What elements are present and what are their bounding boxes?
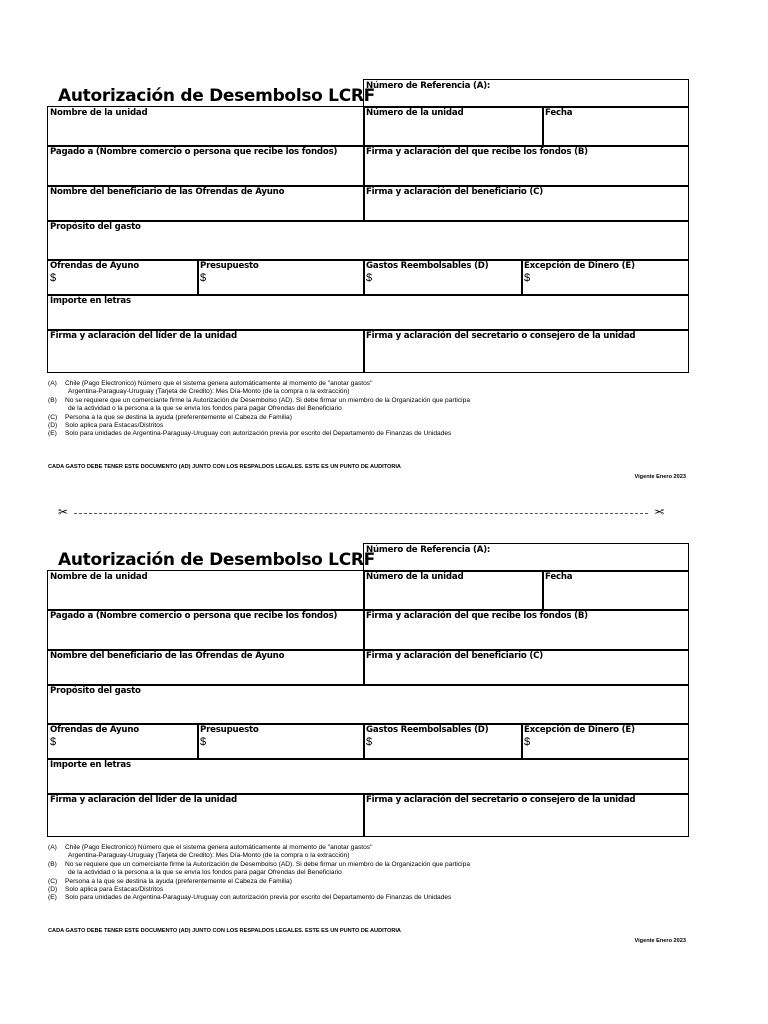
note-continuation: Argentina-Paraguay-Uruguay (Tarjeta de Credito): Mes Día-Monto (de la compra o la extracción) — [68, 852, 350, 860]
beneficiary-name-field[interactable] — [47, 649, 365, 686]
paid-to-label: Pagado a (Nombre comercio o persona que recibe los fondos) — [50, 147, 338, 157]
cash-exception-label: Excepción de Dinero (E) — [524, 261, 635, 271]
note-key: (C) — [48, 877, 58, 885]
leader-signature-field[interactable] — [47, 793, 365, 837]
note-text: Persona a la que se destina la ayuda (preferentemente el Cabeza de Familia) — [65, 877, 292, 885]
dollar-sign: $ — [50, 736, 57, 748]
fast-offerings-label: Ofrendas de Ayuno — [50, 261, 139, 271]
reimbursable-expenses-field[interactable] — [363, 723, 523, 760]
dollar-sign: $ — [524, 272, 531, 284]
note-key: (A) — [48, 380, 57, 387]
beneficiary-signature-label: Firma y aclaración del beneficiario (C) — [366, 651, 543, 661]
beneficiary-signature-label: Firma y aclaración del beneficiario (C) — [366, 187, 543, 197]
dollar-sign: $ — [50, 272, 57, 284]
budget-field[interactable] — [197, 259, 365, 296]
unit-number-field[interactable] — [363, 106, 544, 147]
cash-exception-field[interactable] — [521, 723, 689, 760]
note-continuation: de la actividad o la persona a la que se envía los fondos para pagar Ofrendas del Beneficiario — [68, 405, 342, 413]
reimbursable-expenses-label: Gastos Reembolsables (D) — [366, 261, 489, 271]
reimbursable-expenses-label: Gastos Reembolsables (D) — [366, 725, 489, 735]
unit-name-label: Nombre de la unidad — [50, 572, 148, 582]
note-text: Chile (Pago Electronico) Número que el sistema genera automáticamente al momento de "anotar gastos" — [65, 844, 373, 851]
recipient-signature-label: Firma y aclaración del que recibe los fondos (B) — [366, 611, 588, 621]
leader-signature-label: Firma y aclaración del líder de la unidad — [50, 795, 237, 805]
note-text: No se requiere que un comerciante firme la Autorización de Desembolso (AD). Si debe firmar un miembro de la Organización que participa — [65, 860, 470, 868]
effective-date: Vigente Enero 2023 — [634, 938, 686, 944]
dollar-sign: $ — [366, 736, 373, 748]
unit-number-label: Número de la unidad — [366, 572, 464, 582]
cash-exception-label: Excepción de Dinero (E) — [524, 725, 635, 735]
paid-to-field[interactable] — [47, 145, 365, 187]
note-key: (B) — [48, 860, 57, 868]
amount-in-words-field[interactable] — [47, 294, 689, 331]
footnotes — [48, 844, 470, 903]
cash-exception-field[interactable] — [521, 259, 689, 296]
audit-footer: CADA GASTO DEBE TENER ESTE DOCUMENTO (AD) JUNTO CON LOS RESPALDOS LEGALES. ESTE ES UN PUNTO DE AUDITORIA — [48, 928, 401, 934]
clerk-signature-field[interactable] — [363, 793, 689, 837]
recipient-signature-field[interactable] — [363, 609, 689, 651]
reference-number-field[interactable] — [363, 543, 689, 572]
paid-to-label: Pagado a (Nombre comercio o persona que recibe los fondos) — [50, 611, 338, 621]
recipient-signature-field[interactable] — [363, 145, 689, 187]
date-label: Fecha — [545, 572, 573, 582]
date-field[interactable] — [542, 570, 689, 611]
dollar-sign: $ — [200, 272, 207, 284]
unit-number-label: Número de la unidad — [366, 108, 464, 118]
note-text: Persona a la que se destina la ayuda (preferentemente el Cabeza de Familia) — [65, 413, 292, 421]
date-label: Fecha — [545, 108, 573, 118]
note-key: (E) — [48, 430, 57, 438]
note-text: Chile (Pago Electronico) Número que el sistema genera automáticamente al momento de "anotar gastos" — [65, 380, 373, 387]
audit-footer: CADA GASTO DEBE TENER ESTE DOCUMENTO (AD) JUNTO CON LOS RESPALDOS LEGALES. ESTE ES UN PUNTO DE AUDITORIA — [48, 464, 401, 470]
footnotes — [48, 380, 470, 439]
unit-number-field[interactable] — [363, 570, 544, 611]
unit-name-field[interactable] — [47, 570, 365, 611]
purpose-field[interactable] — [47, 684, 689, 725]
beneficiary-name-label: Nombre del beneficiario de las Ofrendas de Ayuno — [50, 187, 285, 197]
dollar-sign: $ — [524, 736, 531, 748]
scissors-icon: ✂ — [653, 505, 664, 519]
reference-number-label: Número de Referencia (A): — [366, 545, 491, 555]
recipient-signature-label: Firma y aclaración del que recibe los fondos (B) — [366, 147, 588, 157]
beneficiary-name-field[interactable] — [47, 185, 365, 222]
form-title: Autorización de Desembolso LCRF — [58, 86, 375, 106]
fast-offerings-field[interactable] — [47, 723, 199, 760]
disbursement-form-top — [0, 0, 768, 480]
beneficiary-signature-field[interactable] — [363, 185, 689, 222]
fast-offerings-field[interactable] — [47, 259, 199, 296]
reimbursable-expenses-field[interactable] — [363, 259, 523, 296]
purpose-label: Propósito del gasto — [50, 686, 141, 696]
note-key: (D) — [48, 886, 58, 894]
clerk-signature-field[interactable] — [363, 329, 689, 373]
clerk-signature-label: Firma y aclaración del secretario o consejero de la unidad — [366, 795, 636, 805]
reference-number-label: Número de Referencia (A): — [366, 81, 491, 91]
amount-in-words-label: Importe en letras — [50, 296, 131, 306]
note-text: Solo aplica para Estacas/Distritos — [65, 422, 164, 430]
scissors-icon: ✂ — [58, 505, 69, 519]
form-title: Autorización de Desembolso LCRF — [58, 550, 375, 570]
paid-to-field[interactable] — [47, 609, 365, 651]
reference-number-field[interactable] — [363, 79, 689, 108]
budget-label: Presupuesto — [200, 261, 259, 271]
note-key: (C) — [48, 413, 58, 421]
unit-name-label: Nombre de la unidad — [50, 108, 148, 118]
dollar-sign: $ — [200, 736, 207, 748]
beneficiary-name-label: Nombre del beneficiario de las Ofrendas de Ayuno — [50, 651, 285, 661]
note-key: (D) — [48, 422, 58, 430]
note-key: (B) — [48, 396, 57, 404]
amount-in-words-label: Importe en letras — [50, 760, 131, 770]
purpose-label: Propósito del gasto — [50, 222, 141, 232]
unit-name-field[interactable] — [47, 106, 365, 147]
date-field[interactable] — [542, 106, 689, 147]
amount-in-words-field[interactable] — [47, 758, 689, 795]
leader-signature-label: Firma y aclaración del líder de la unidad — [50, 331, 237, 341]
note-text: Solo aplica para Estacas/Distritos — [65, 886, 164, 894]
note-text: Solo para unidades de Argentina-Paraguay-Uruguay con autorización previa por escrito del Departamento de Finanzas de Unidades — [65, 894, 452, 902]
note-key: (E) — [48, 894, 57, 902]
note-continuation: Argentina-Paraguay-Uruguay (Tarjeta de Credito): Mes Día-Monto (de la compra o la extracción) — [68, 388, 350, 396]
budget-label: Presupuesto — [200, 725, 259, 735]
clerk-signature-label: Firma y aclaración del secretario o consejero de la unidad — [366, 331, 636, 341]
purpose-field[interactable] — [47, 220, 689, 261]
dollar-sign: $ — [366, 272, 373, 284]
note-text: Solo para unidades de Argentina-Paraguay-Uruguay con autorización previa por escrito del Departamento de Finanzas de Unidades — [65, 430, 452, 438]
beneficiary-signature-field[interactable] — [363, 649, 689, 686]
fast-offerings-label: Ofrendas de Ayuno — [50, 725, 139, 735]
leader-signature-field[interactable] — [47, 329, 365, 373]
disbursement-form-bottom — [0, 464, 768, 944]
note-continuation: de la actividad o la persona a la que se envía los fondos para pagar Ofrendas del Beneficiario — [68, 869, 342, 877]
budget-field[interactable] — [197, 723, 365, 760]
note-text: No se requiere que un comerciante firme la Autorización de Desembolso (AD). Si debe firmar un miembro de la Organización que participa — [65, 396, 470, 404]
effective-date: Vigente Enero 2023 — [634, 474, 686, 480]
note-key: (A) — [48, 844, 57, 851]
